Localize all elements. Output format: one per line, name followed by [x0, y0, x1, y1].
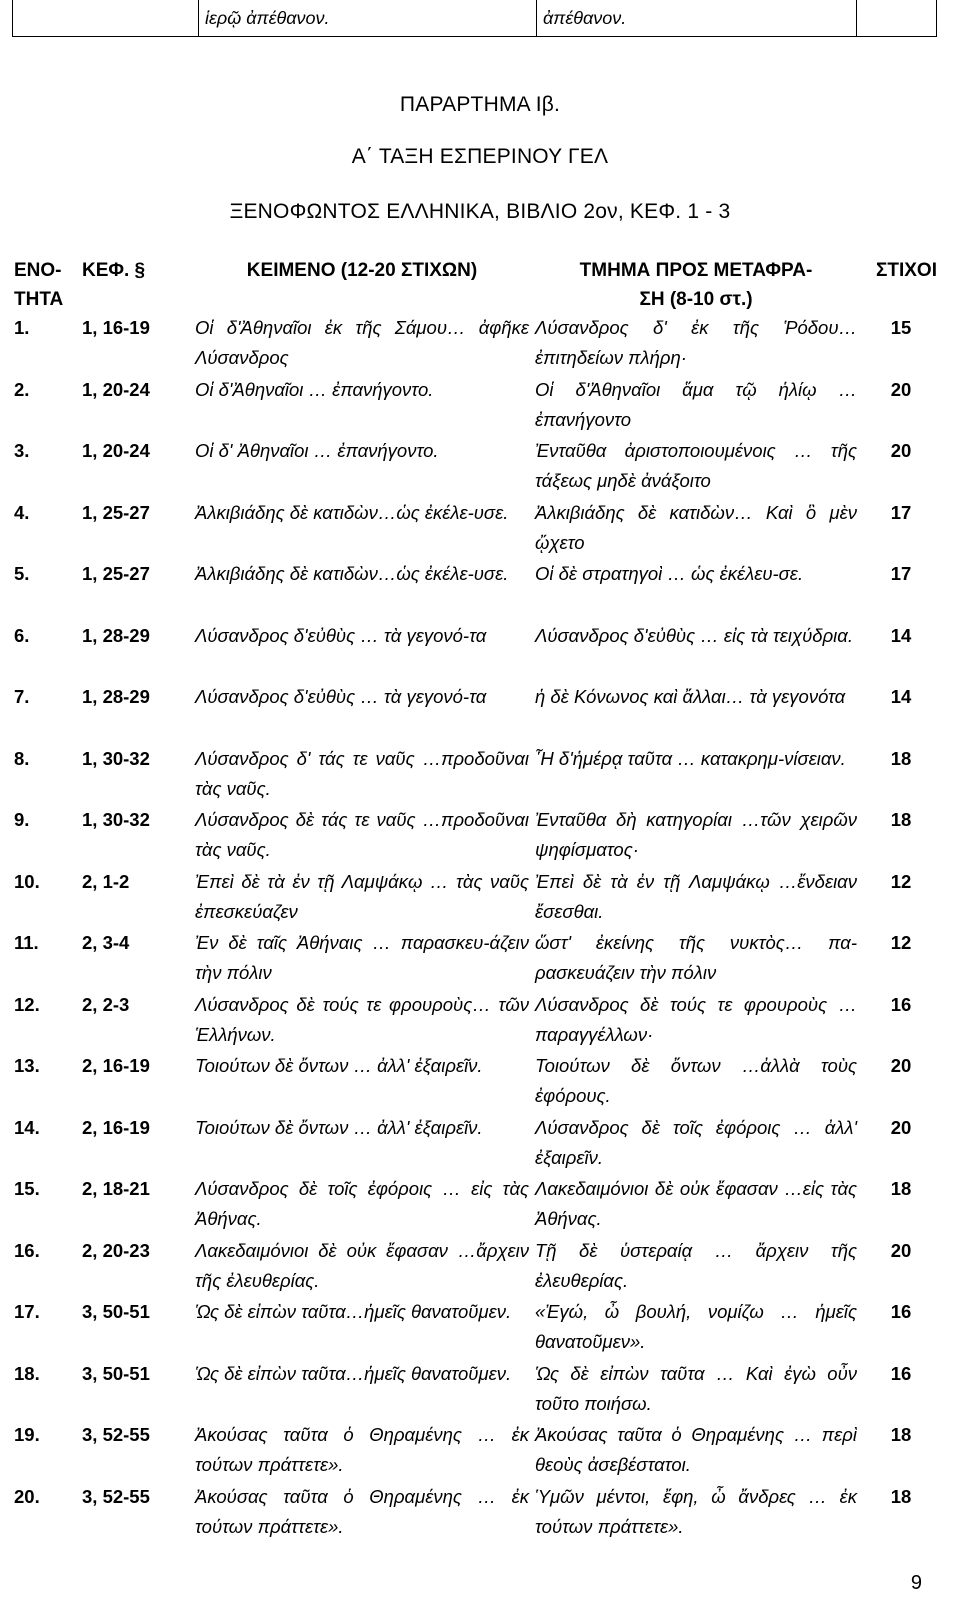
table-row: [12, 682, 937, 744]
unit-cell: 15.: [14, 1178, 40, 1199]
table-body: [12, 313, 937, 1543]
translation-cell: Ἧ δ'ἡμέρᾳ ταῦτα … κατακρημ-νίσειαν.: [535, 747, 846, 769]
lines-cell: 15: [890, 317, 912, 338]
chapter-cell: 2, 16-19: [82, 1055, 150, 1076]
translation-cell: Οἱ δ'Ἀθηναῖοι ἅμα τῷ ἡλίῳ … ἐπανήγοντο: [535, 378, 857, 430]
translation-cell: «Ἐγώ, ὦ βουλή, νομίζω … ἡμεῖς θανατοῦμεν».: [535, 1301, 857, 1352]
translation-cell: Λύσανδρος δὲ τοῖς ἐφόροις … ἀλλ' ἐξαιρεῖν.: [535, 1116, 857, 1168]
chapter-cell: 2, 16-19: [82, 1116, 150, 1138]
text-cell: Τοιούτων δὲ ὄντων … ἀλλ' ἐξαιρεῖν.: [195, 1116, 483, 1138]
appendix-title: ΠΑΡΑΡΤΗΜΑ Ιβ.: [399, 93, 561, 116]
table-row: [12, 805, 937, 867]
text-cell: Τοιούτων δὲ ὄντων … ἀλλ' ἐξαιρεῖν.: [195, 1055, 483, 1076]
unit-cell: 11.: [14, 932, 39, 953]
text-cell: Ἀλκιβιάδης δὲ κατιδὼν…ὡς ἐκέλε-υσε.: [195, 563, 509, 584]
text-cell: Ἀκούσας ταῦτα ὁ Θηραμένης … ἐκ τούτων πράττετε».: [195, 1485, 529, 1537]
text-cell: Ὡς δὲ εἰπὼν ταῦτα…ἡμεῖς θανατοῦμεν.: [195, 1362, 512, 1384]
page-number: 9: [910, 1572, 922, 1594]
chapter-cell: 2, 18-21: [82, 1178, 150, 1199]
lines-cell: 16: [890, 1301, 912, 1322]
unit-cell: 2.: [14, 378, 30, 400]
text-cell: Ἐν δὲ ταῖς Ἀθήναις … παρασκευ-άζειν τὴν πόλιν: [195, 932, 529, 983]
class-title: Α΄ ΤΑΞΗ ΕΣΠΕΡΙΝΟΥ ΓΕΛ: [351, 145, 609, 168]
header-chapter: ΚΕΦ. §: [82, 260, 146, 281]
book-title: ΞΕΝΟΦΩΝΤΟΣ ΕΛΛΗΝΙΚΑ, ΒΙΒΛΙΟ 2ον, ΚΕΦ. 1 - 3: [229, 200, 731, 223]
lines-cell: 20: [890, 378, 912, 400]
text-cell: Οἱ δ'Ἀθηναῖοι … ἐπανήγοντο.: [195, 378, 434, 400]
lines-cell: 18: [890, 1485, 912, 1507]
lines-cell: 16: [890, 1362, 912, 1384]
lines-cell: 18: [890, 1178, 912, 1199]
table-row: [12, 990, 937, 1052]
table-row: [12, 559, 937, 621]
text-cell: Ἐπεὶ δὲ τὰ ἐν τῇ Λαμψάκῳ … τὰς ναῦς ἐπεσκεύαζεν: [195, 870, 529, 922]
chapter-cell: 1, 16-19: [82, 317, 150, 338]
table-row: [12, 1297, 937, 1359]
lines-cell: 12: [890, 932, 912, 953]
text-cell: Λύσανδρος δ'εὐθὺς … τὰ γεγονό-τα: [195, 686, 487, 707]
chapter-cell: 2, 2-3: [82, 993, 130, 1015]
text-cell: Ἀλκιβιάδης δὲ κατιδὼν…ὡς ἐκέλε-υσε.: [195, 501, 509, 523]
translation-cell: Ἐπεὶ δὲ τὰ ἐν τῇ Λαμψάκῳ …ἔνδειαν ἔσεσθαι.: [535, 870, 857, 922]
lines-cell: 16: [890, 993, 912, 1015]
unit-cell: 14.: [14, 1116, 40, 1138]
text-cell: Λύσανδρος δὲ τοῖς ἐφόροις … εἰς τὰς Ἀθήνας.: [195, 1178, 529, 1229]
lines-cell: 20: [890, 1055, 912, 1076]
unit-cell: 6.: [14, 624, 30, 646]
translation-cell: ὥστ' ἐκείνης τῆς νυκτὸς… πα-ρασκευάζειν τὴν πόλιν: [535, 932, 857, 983]
cell-empty: [12, 0, 199, 36]
translation-cell: Λύσανδρος δ' ἐκ τῆς Ῥόδου… ἐπιτηδείων πλήρη·: [535, 317, 857, 368]
cell-empty: [857, 0, 937, 36]
table-row: [12, 1174, 937, 1236]
lines-cell: 14: [890, 686, 912, 707]
lines-cell: 12: [890, 870, 912, 892]
translation-cell: Λακεδαιμόνιοι δὲ οὐκ ἔφασαν …εἰς τὰς Ἀθήνας.: [535, 1178, 857, 1229]
table-row: [12, 1236, 937, 1298]
lines-cell: 17: [890, 501, 912, 523]
table-row: [12, 1359, 937, 1421]
text-cell: Οἱ δ' Ἀθηναῖοι … ἐπανήγοντο.: [195, 440, 439, 461]
table-row: [12, 1420, 937, 1482]
unit-cell: 16.: [14, 1239, 40, 1261]
text-cell: Λύσανδρος δὲ τούς τε φρουροὺς… τῶν Ἑλλήνων.: [195, 993, 529, 1045]
translation-cell: Ὡς δὲ εἰπὼν ταῦτα … Καὶ ἐγὼ οὖν τοῦτο ποιήσω.: [535, 1362, 857, 1414]
units-table: [12, 256, 937, 1543]
unit-cell: 12.: [14, 993, 40, 1015]
translation-cell: ἡ δὲ Κόνωνος καὶ ἄλλαι… τὰ γεγονότα: [535, 686, 846, 707]
chapter-cell: 3, 50-51: [82, 1362, 150, 1384]
translation-cell: Ἀκούσας ταῦτα ὁ Θηραμένης … περὶ θεοὺς ἀσεβέστατοι.: [535, 1424, 857, 1475]
lines-cell: 20: [890, 1239, 912, 1261]
translation-cell: Λύσανδρος δὲ τούς τε φρουροὺς … παραγγέλλων·: [535, 993, 857, 1045]
translation-cell: Τοιούτων δὲ ὄντων …ἀλλὰ τοὺς ἐφόρους.: [535, 1055, 857, 1106]
chapter-cell: 3, 50-51: [82, 1301, 150, 1322]
translation-cell: Ἐνταῦθα ἀριστοποιουμένοις … τῆς τάξεως μηδὲ ἀνάξοιτο: [535, 440, 857, 491]
text-cell: Ἀκούσας ταῦτα ὁ Θηραμένης … ἐκ τούτων πράττετε».: [195, 1424, 529, 1475]
unit-cell: 20.: [14, 1485, 40, 1507]
unit-cell: 13.: [14, 1055, 40, 1076]
chapter-cell: 2, 3-4: [82, 932, 130, 953]
lines-cell: 14: [890, 624, 912, 646]
chapter-cell: 1, 25-27: [82, 563, 150, 584]
table-row: [12, 928, 937, 990]
header-text: ΚΕΙΜΕΝΟ (12-20 ΣΤΙΧΩΝ): [246, 260, 478, 281]
lines-cell: 18: [890, 1424, 912, 1445]
chapter-cell: 1, 28-29: [82, 686, 150, 707]
chapter-cell: 2, 20-23: [82, 1239, 150, 1261]
unit-cell: 1.: [14, 317, 30, 338]
translation-cell: Οἱ δὲ στρατηγοὶ … ὡς ἐκέλευ-σε.: [535, 563, 804, 584]
table-row: [12, 867, 937, 929]
chapter-cell: 1, 28-29: [82, 624, 150, 646]
unit-cell: 10.: [14, 870, 40, 892]
header-lines: ΣΤΙΧΟΙ: [875, 260, 937, 281]
cell-text: ἱερῷ ἀπέθανον.: [199, 0, 537, 36]
header-unit: ΕΝΟ- ΤΗΤΑ: [14, 260, 64, 310]
table-row: [12, 1482, 937, 1544]
text-cell: Λακεδαιμόνιοι δὲ οὐκ ἔφασαν …ἄρχειν τῆς ἐλευθερίας.: [195, 1239, 529, 1291]
table-row: [12, 1051, 937, 1113]
text-cell: Λύσανδρος δὲ τάς τε ναῦς …προδοῦναι τὰς ναῦς.: [195, 809, 529, 860]
translation-cell: Λύσανδρος δ'εὐθὺς … εἰς τὰ τειχύδρια.: [535, 624, 853, 646]
chapter-cell: 3, 52-55: [82, 1424, 150, 1445]
unit-cell: 4.: [14, 501, 30, 523]
translation-cell: Ἐνταῦθα δὴ κατηγορίαι …τῶν χειρῶν ψηφίσματος·: [535, 809, 857, 860]
lines-cell: 20: [890, 440, 912, 461]
unit-cell: 18.: [14, 1362, 40, 1384]
chapter-cell: 1, 30-32: [82, 747, 150, 769]
chapter-cell: 1, 30-32: [82, 809, 150, 830]
lines-cell: 18: [890, 747, 912, 769]
text-cell: Λύσανδρος δ'εὐθὺς … τὰ γεγονό-τα: [195, 624, 487, 646]
unit-cell: 19.: [14, 1424, 40, 1445]
unit-cell: 8.: [14, 747, 30, 769]
table-header: [12, 256, 937, 313]
translation-cell: Ὑμῶν μέντοι, ἔφη, ὦ ἄνδρες … ἐκ τούτων πράττετε».: [535, 1485, 857, 1537]
chapter-cell: 1, 20-24: [82, 378, 150, 400]
lines-cell: 18: [890, 809, 912, 830]
table-row: [12, 621, 937, 683]
unit-cell: 5.: [14, 563, 30, 584]
unit-cell: 17.: [14, 1301, 40, 1322]
header-translation: ΤΜΗΜΑ ΠΡΟΣ ΜΕΤΑΦΡΑ- ΣΗ (8-10 στ.): [579, 260, 813, 310]
table-row: [12, 375, 937, 437]
table-row: [12, 744, 937, 806]
chapter-cell: 1, 25-27: [82, 501, 150, 523]
translation-cell: Τῇ δὲ ὑστεραίᾳ … ἄρχειν τῆς ἐλευθερίας.: [535, 1239, 857, 1291]
table-row: [12, 1113, 937, 1175]
unit-cell: 3.: [14, 440, 30, 461]
table-row: [12, 313, 937, 375]
continuation-table: [12, 0, 937, 36]
table-row: [12, 436, 937, 498]
translation-cell: Ἀλκιβιάδης δὲ κατιδὼν… Καὶ ὃ μὲν ᾤχετο: [535, 501, 857, 553]
table-row: [12, 498, 937, 560]
unit-cell: 9.: [14, 809, 30, 830]
lines-cell: 20: [890, 1116, 912, 1138]
text-cell: Λύσανδρος δ' τάς τε ναῦς …προδοῦναι τὰς ναῦς.: [195, 747, 529, 799]
lines-cell: 17: [890, 563, 912, 584]
unit-cell: 7.: [14, 686, 30, 707]
text-cell: Οἱ δ'Ἀθηναῖοι ἐκ τῆς Σάμου… ἀφῆκε Λύσανδρος: [195, 317, 529, 368]
chapter-cell: 2, 1-2: [82, 870, 130, 892]
chapter-cell: 1, 20-24: [82, 440, 150, 461]
continuation-row: [12, 0, 937, 37]
chapter-cell: 3, 52-55: [82, 1485, 150, 1507]
cell-translation: ἀπέθανον.: [537, 0, 857, 36]
text-cell: Ὡς δὲ εἰπὼν ταῦτα…ἡμεῖς θανατοῦμεν.: [195, 1301, 512, 1322]
